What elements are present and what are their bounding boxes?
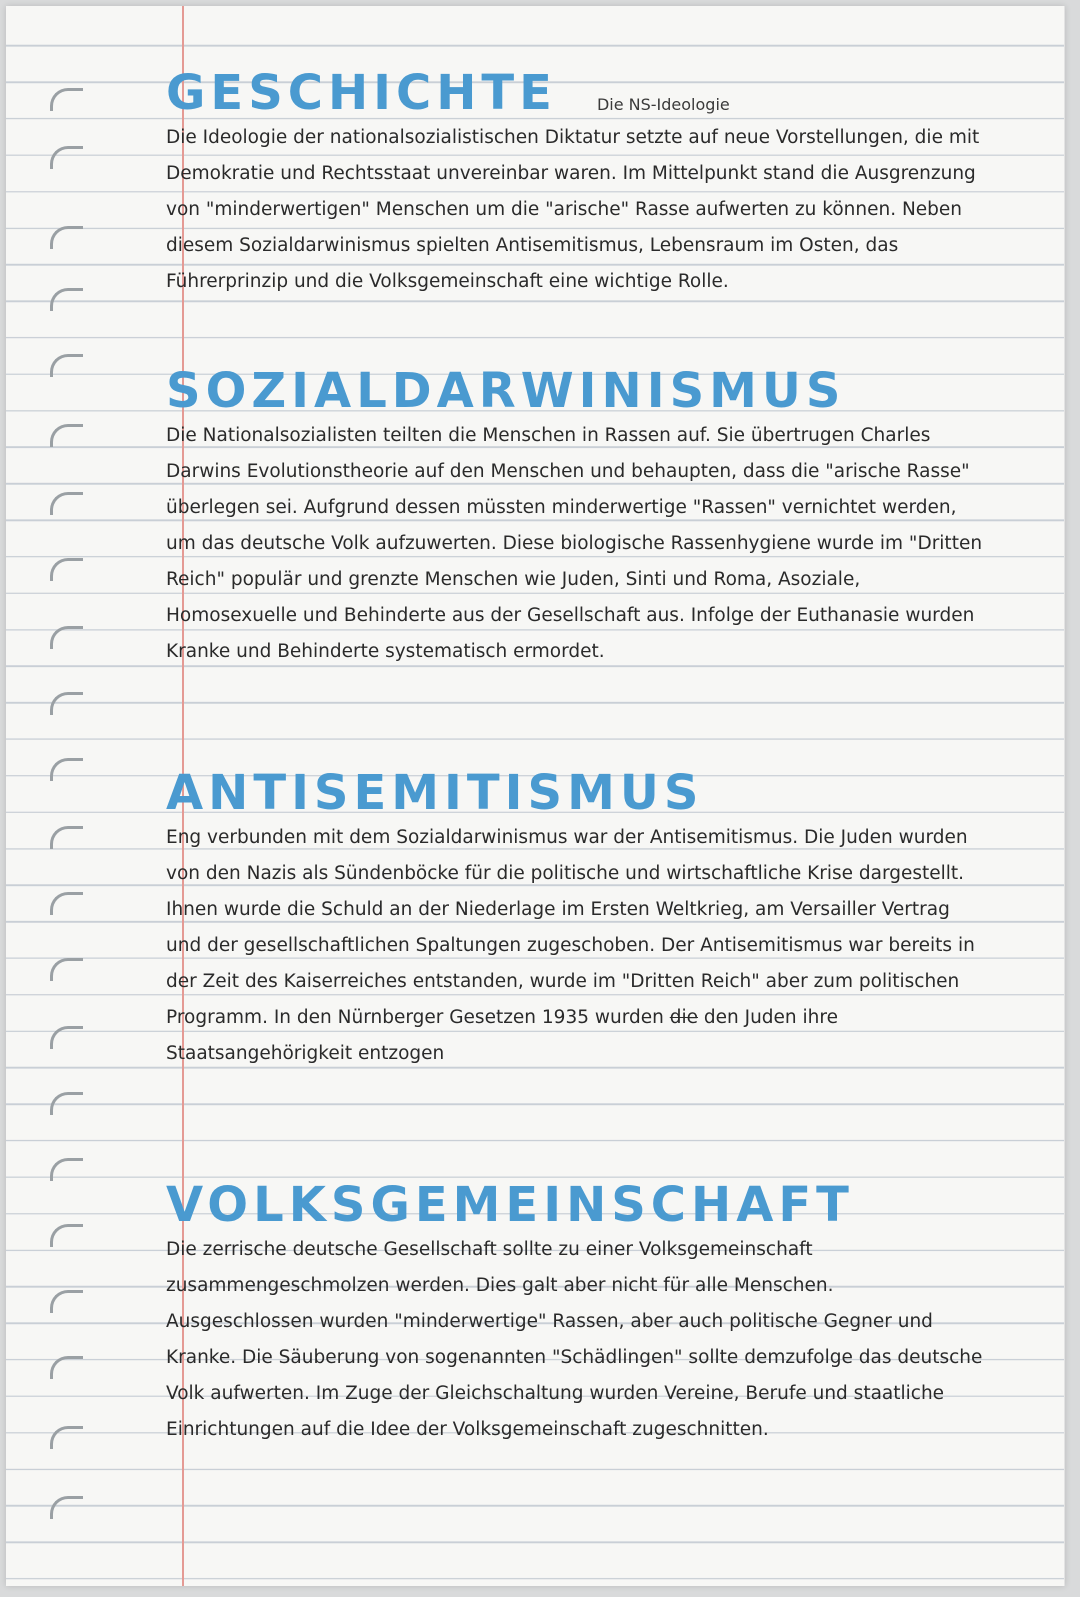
page-subtitle: Die NS-Ideologie <box>596 95 730 114</box>
binding-ring <box>50 892 83 915</box>
binding-ring <box>50 226 83 249</box>
notebook-page <box>6 6 1065 1586</box>
binding-ring <box>50 1224 83 1247</box>
binding-ring <box>50 1426 83 1449</box>
title-row <box>166 66 986 120</box>
section-text: Die Nationalsozialisten teilten die Menschen in Rassen auf. Sie übertrugen Charles Darwins Evolutionstheorie auf den Menschen und behaupten, dass die "arische Rasse" überlegen sei. Aufgrund dessen müssten minderwertige "Rassen" vernichtet werden, um das deutsche Volk aufzuwerten. Diese biologische Rassenhygiene wurde im "Dritten Reich" populär und grenzte Menschen wie Juden, Sinti und Roma, Asoziale, Homosexuelle und Behinderte aus der Gesellschaft aus. Infolge der Euthanasie wurden Kranke und Behinderte systematisch ermordet. <box>166 425 983 662</box>
binding-ring <box>50 146 83 169</box>
binding-ring <box>50 424 83 447</box>
binding-ring <box>50 826 83 849</box>
binding-ring <box>50 1290 83 1313</box>
binding-ring <box>50 354 83 377</box>
binding-ring <box>50 1092 83 1115</box>
text-after: den Juden ihre Staatsangehörigkeit entzogen <box>166 1007 838 1064</box>
section-text: Die zerrische deutsche Gesellschaft sollte zu einer Volksgemeinschaft zusammengeschmolzen werden. Dies galt aber nicht für alle Menschen. Ausgeschlossen wurden "minderwertige" Rassen, aber auch politische Gegner und Kranke. Die Säuberung von sogenannten "Schädlingen" sollte demzufolge das deutsche Volk aufwerten. Im Zuge der Gleichschaltung wurden Vereine, Berufe und staatliche Einrichtungen auf die Idee der Volksgemeinschaft zugeschnitten. <box>166 1239 983 1440</box>
section-text: Die Ideologie der nationalsozialistischen Diktatur setzte auf neue Vorstellungen, die mit Demokratie und Rechtsstaat unvereinbar waren. Im Mittelpunkt stand die Ausgrenzung von "minderwertigen" Menschen um die "arische" Rasse aufwerten zu können. Neben diesem Sozialdarwinismus spielten Antisemitismus, Lebensraum im Osten, das Führerprinzip und die Volksgemeinschaft eine wichtige Rolle. <box>166 127 980 292</box>
binding-ring <box>50 1496 83 1519</box>
section-geschichte <box>166 66 986 306</box>
ring-binding <box>6 6 86 1586</box>
binding-ring <box>50 288 83 311</box>
binding-ring <box>50 1158 83 1181</box>
section-volksgemeinschaft <box>166 1178 986 1454</box>
page-title: GESCHICHTE <box>166 65 557 121</box>
binding-ring <box>50 958 83 981</box>
section-heading: ANTISEMITISMUS <box>166 765 704 821</box>
section-text <box>166 820 986 1072</box>
binding-ring <box>50 88 83 111</box>
struck-word: die <box>669 1007 699 1028</box>
binding-ring <box>50 558 83 581</box>
section-sozialdarwinismus <box>166 364 986 676</box>
binding-ring <box>50 1026 83 1049</box>
text-before: Eng verbunden mit dem Sozialdarwinismus war der Antisemitismus. Die Juden wurden von den Nazis als Sündenböcke für die politische und wirtschaftliche Krise dargestellt. Ihnen wurde die Schuld an der Niederlage im Ersten Weltkrieg, am Versailler Vertrag und der gesellschaftlichen Spaltungen zugeschoben. Der Antisemitismus war bereits in der Zeit des Kaiserreiches entstanden, wurde im "Dritten Reich" aber zum politischen Programm. In den Nürnberger Gesetzen 1935 wurden <box>166 827 975 1028</box>
binding-ring <box>50 692 83 715</box>
binding-ring <box>50 626 83 649</box>
section-heading: VOLKSGEMEINSCHAFT <box>166 1177 854 1233</box>
binding-ring <box>50 758 83 781</box>
section-antisemitismus <box>166 766 986 1078</box>
binding-ring <box>50 492 83 515</box>
binding-ring <box>50 1356 83 1379</box>
section-heading: SOZIALDARWINISMUS <box>166 363 846 419</box>
